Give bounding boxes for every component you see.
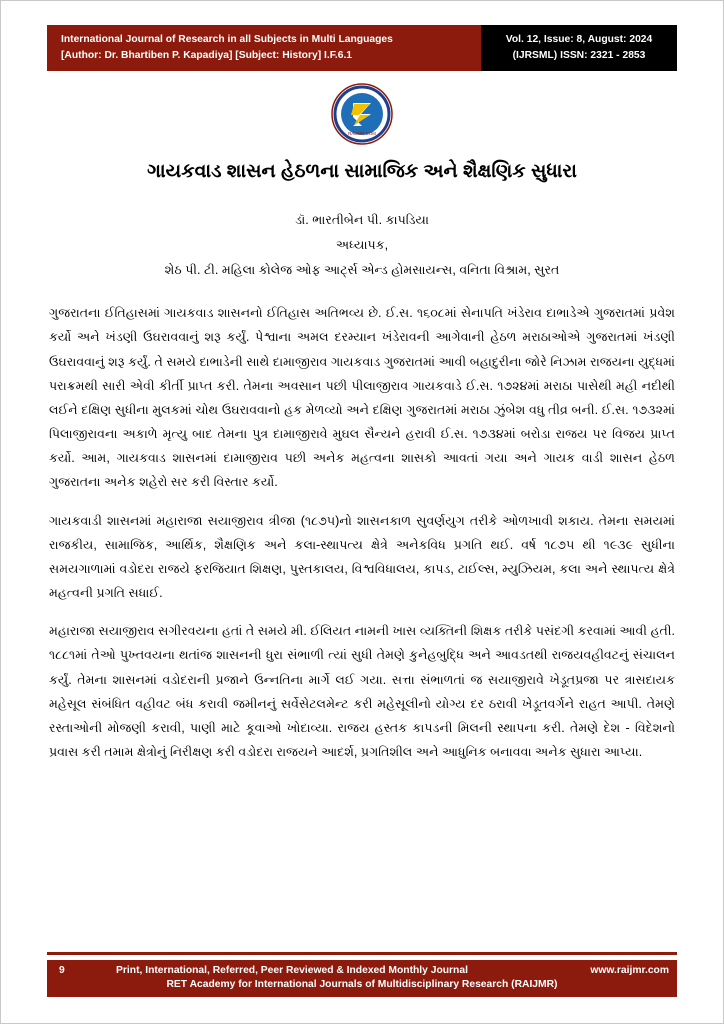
header-issue-info (481, 25, 677, 71)
page-footer (47, 952, 677, 997)
header-journal-info (47, 25, 481, 71)
footer-divider (47, 952, 677, 955)
paragraph-1: ગુજરાતના ઈતિહાસમાં ગાયકવાડ શાસનનો ઈતિહાસ અતિભવ્ય છે. ઈ.સ. ૧૬૦૮માં સેનાપતિ ખંડેરાવ દાભાડેએ ગુજરાતમાં પ્રવેશ કર્યો અને ખંડણી ઉઘરાવવાનું શરૂ કર્યું. પેશ્વાના અમલ દરમ્યાન ખંડેરાવની આગેવાની હેઠળ મરાઠાઓએ ગુજરાતમાં ખંડણી ઉઘરાવવાનું શરૂ કર્યું. તે સમયે દાભાડેની સાથે દામાજીરાવ ગાયકવાડ ગુજરાતમાં આવી બહાદુરીના જોરે નિઝામ રાજયના યુદ્ધમાં પરાક્રમથી સારી એવી કીર્તી પ્રાપ્ત કરી. તેમના અવસાન પછી પીલાજીરાવ ગાયકવાડે ઈ.સ. ૧૭૨૪માં મરાઠા પાસેથી મહી નદીથી લઈને દક્ષિણ સુધીના મુલકમાં ચોથ ઉઘરાવવાનો હક મેળવ્યો અને દક્ષિણ ગુજરાતમાં મરાઠા ઝુંબેશ વધુ તીવ્ર બની. ઈ.સ. ૧૭૩૨માં પિલાજીરાવના અકાળે મૃત્યુ બાદ તેમના પુત્ર દામાજીરાવે મુઘલ સૈન્યને હરાવી ઈ.સ. ૧૭૩૪માં બરોડા રાજય પર વિજય પ્રાપ્ત કર્યો. આમ, ગાયકવાડ શાસનમાં દામાજીરાવ પછી અનેક મહત્વના શાસકો આવતાં ગયા અને ગાયક વાડી શાસન હેઠળ ગુજરાતના અનેક શહેરો સર કરી વિસ્તાર કર્યો. (49, 306, 675, 490)
header-issn: (IJRSML) ISSN: 2321 - 2853 (512, 50, 646, 61)
footer-website-link[interactable]: www.raijmr.com (590, 965, 669, 976)
author-block (1, 208, 723, 284)
paragraph-2: ગાયકવાડી શાસનમાં મહારાજા સયાજીરાવ ત્રીજા (૧૮૭૫)નો શાસનકાળ સુવર્ણયુગ તરીકે ઓળખાવી શકાય. તેમના સમયમાં રાજકીય, સામાજિક, આર્થિક, શૈક્ષણિક અને કલા-સ્થાપત્ય ક્ષેત્રે અનેકવિધ પ્રગતિ થઈ. વર્ષ ૧૮૭૫ થી ૧૯૩૯ સુધીના સમયગાળામાં વડોદરા રાજયે ફરજિયાત શિક્ષણ, પુસ્તકાલય, વિશ્વવિધાલય, કાપડ, ટાઈલ્સ, મ્યુઝિયમ, કલા અને સ્થાપત્ય ક્ષેત્રે મહત્વની પ્રગતિ સધાઈ. (49, 513, 675, 601)
author-designation: અધ્યાપક, (335, 237, 389, 252)
page-number: 9 (59, 965, 65, 976)
journal-logo-wrap (1, 83, 723, 145)
svg-text:RAIJMR.COM: RAIJMR.COM (348, 131, 376, 136)
header-author-subject: [Author: Dr. Bhartiben P. Kapadiya] [Subject: History] I.F.6.1 (61, 50, 353, 61)
footer-publisher: RET Academy for International Journals of Multidisciplinary Research (RAIJMR) (166, 979, 558, 990)
paragraph-3: મહારાજા સયાજીરાવ સગીરવયના હતાં તે સમયે મી. ઈલિયત નામની ખાસ વ્યક્તિની શિક્ષક તરીકે પસંદગી કરવામાં આવી હતી. ૧૮૮૧માં તેઓ પુખ્તવયના થતાંજ શાસનની ધુરા સંભાળી ત્યાં સુધી તેમણે કુનેહબુદ્ધિ અને આવડતથી રાજયવહીવટનું સંચાલન કર્યું. તેમના શાસનમાં વડોદરાની પ્રજાને ઉન્નતિના માર્ગે લઈ ગયા. સત્તા સંભાળતાં જ સયાજીરાવે ખેડૂતપ્રજા પર ત્રાસદાયક મહેસૂલ સંબંધિત વહીવટ બંધ કરાવી જમીનનું સર્વેસેટલમેન્ટ કરી મહેસૂલીનો યોગ્ય દર ઠરાવી ખેડૂતવર્ગને રાહત આપી. તેમણે રસ્તાઓની મોજણી કરાવી, પાણી માટે કૂવાઓ ખોદાવ્યા. રાજય હસ્તક કાપડની મિલની સ્થાપના કરી. તેમણે દેશ - વિદેશનો પ્રવાસ કરી તમામ ક્ષેત્રોનું નિરીક્ષણ કરી વડોદરા રાજયને આદર્શ, પ્રગતિશીલ અને આધુનિક બનાવવા અનેક સુધારા આપ્યા. (49, 624, 675, 760)
page-header (47, 25, 677, 71)
author-affiliation: શેઠ પી. ટી. મહિલા કોલેજ ઓફ આર્ટ્સ એન્ડ હોમસાયન્સ, વનિતા વિશ્રામ, સુરત (164, 262, 560, 277)
header-journal-name: International Journal of Research in all Subjects in Multi Languages (61, 34, 393, 46)
article-body (49, 301, 675, 764)
journal-logo-icon (331, 83, 393, 145)
page-title: ગાયકવાડ શાસન હેઠળના સામાજિક અને શૈક્ષણિક સુધારા (147, 161, 577, 182)
header-volume-issue: Vol. 12, Issue: 8, August: 2024 (505, 34, 653, 46)
author-name: ડૉ. ભારતીબેન પી. કાપડિયા (295, 212, 429, 227)
footer-journal-description: Print, International, Referred, Peer Reviewed & Indexed Monthly Journal (116, 965, 468, 976)
footer-row-primary (55, 965, 669, 976)
footer-bar (47, 960, 677, 997)
